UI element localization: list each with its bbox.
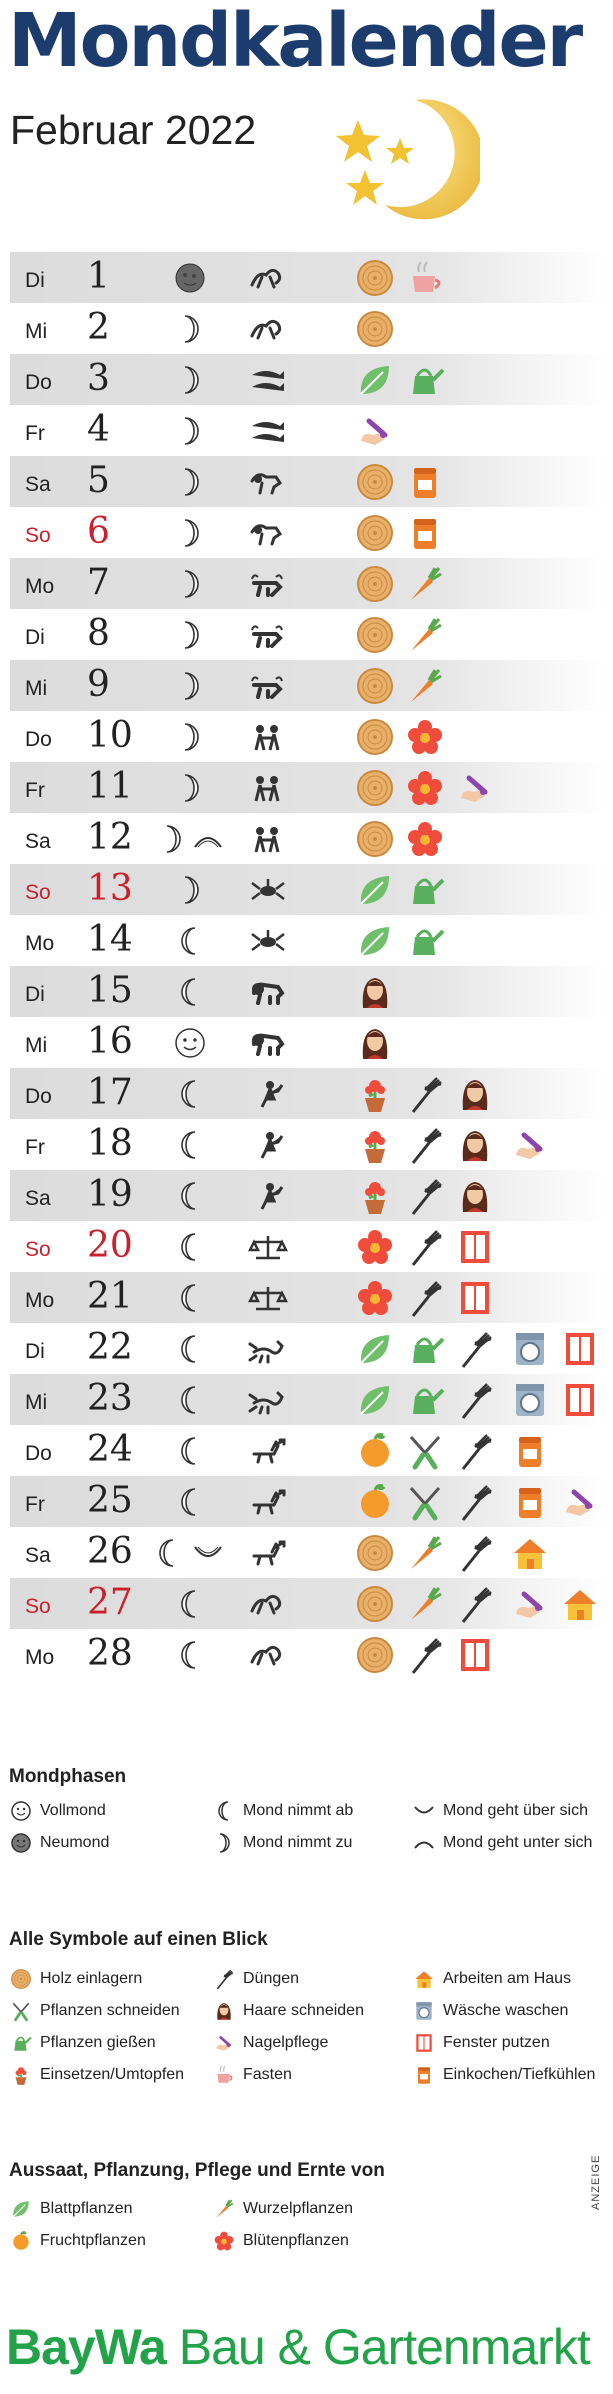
giessen-icon xyxy=(10,2032,32,2054)
moon-phase-icon xyxy=(155,1484,225,1520)
weekday: Mo xyxy=(25,932,55,955)
day-number: 8 xyxy=(87,613,110,654)
moon-phase-icon xyxy=(155,1586,225,1622)
nagel-icon xyxy=(355,411,395,451)
waesche-icon xyxy=(510,1380,550,1420)
holz-icon xyxy=(355,666,395,706)
bluete-icon xyxy=(405,717,445,757)
nagel-icon xyxy=(560,1482,600,1522)
einkochen-icon xyxy=(405,462,445,502)
moon-phase-icon xyxy=(155,1331,225,1367)
duengen-icon xyxy=(455,1482,495,1522)
loewe-zodiac-icon xyxy=(248,977,288,1007)
haare-icon xyxy=(355,1023,395,1063)
weekday: So xyxy=(25,1238,51,1261)
weekday: So xyxy=(25,1595,51,1618)
umtopfen-icon xyxy=(355,1125,395,1165)
page-title: Mondkalender xyxy=(8,0,582,84)
zwillinge-zodiac-icon xyxy=(248,773,288,803)
calendar-row xyxy=(10,1425,605,1476)
duengen-icon xyxy=(213,1968,235,1990)
fenster-icon xyxy=(455,1635,495,1675)
weekday: Mi xyxy=(25,1034,48,1057)
fenster-icon xyxy=(560,1329,600,1369)
legend-label: Wurzelpflanzen xyxy=(243,2200,353,2217)
legend-label: Mond nimmt zu xyxy=(243,1834,353,1851)
moon-phase-icon xyxy=(155,566,225,602)
bluete-icon xyxy=(405,819,445,859)
zwillinge-zodiac-icon xyxy=(248,824,288,854)
calendar-row xyxy=(10,711,605,762)
moon-phase-icon xyxy=(155,362,225,398)
stier-zodiac-icon xyxy=(248,569,288,599)
waage-zodiac-icon xyxy=(248,1283,288,1313)
giessen-icon xyxy=(405,1329,445,1369)
calendar-row xyxy=(10,1374,605,1425)
day-number: 24 xyxy=(87,1429,133,1470)
fasten-icon xyxy=(405,258,445,298)
waesche-icon xyxy=(510,1329,550,1369)
calendar-row xyxy=(10,303,605,354)
fische-zodiac-icon xyxy=(248,416,288,446)
brand-subname: Bau & Gartenmarkt xyxy=(165,2319,590,2375)
duengen-icon xyxy=(405,1074,445,1114)
moon-phase-icon xyxy=(155,617,225,653)
holz-icon xyxy=(355,564,395,604)
weekday: So xyxy=(25,524,51,547)
weekday: Mi xyxy=(25,1391,48,1414)
day-number: 10 xyxy=(87,715,133,756)
legend-label: Blütenpflanzen xyxy=(243,2232,349,2249)
moon-phase-icon xyxy=(155,668,225,704)
day-number: 17 xyxy=(87,1072,133,1113)
calendar-row xyxy=(10,1068,605,1119)
legend-label: Neumond xyxy=(40,1834,110,1851)
calendar-row xyxy=(10,1272,605,1323)
umtopfen-icon xyxy=(355,1176,395,1216)
weekday: Sa xyxy=(25,830,51,853)
weekday: Do xyxy=(25,371,52,394)
holz-icon xyxy=(355,768,395,808)
haare-icon xyxy=(213,2000,235,2022)
weekday: Do xyxy=(25,728,52,751)
blatt-icon xyxy=(355,1380,395,1420)
moon-phase-icon xyxy=(155,821,225,857)
holz-icon xyxy=(355,1635,395,1675)
day-number: 21 xyxy=(87,1276,133,1317)
duengen-icon xyxy=(455,1533,495,1573)
moon-phase-icon xyxy=(155,1229,225,1265)
duengen-icon xyxy=(405,1176,445,1216)
haus-icon xyxy=(413,1968,435,1990)
day-number: 11 xyxy=(87,766,133,807)
giessen-icon xyxy=(405,360,445,400)
legend-label: Vollmond xyxy=(40,1802,106,1819)
day-number: 1 xyxy=(87,256,110,297)
moon-phase-icon xyxy=(155,872,225,908)
wurzel-icon xyxy=(405,1533,445,1573)
duengen-icon xyxy=(455,1431,495,1471)
neumond-icon xyxy=(10,1832,32,1854)
schneiden-icon xyxy=(10,2000,32,2022)
duengen-icon xyxy=(405,1125,445,1165)
nagel-icon xyxy=(213,2032,235,2054)
plants-heading: Aussaat, Pflanzung, Pflege und Ernte von xyxy=(9,2160,385,2181)
stier-zodiac-icon xyxy=(248,620,288,650)
calendar-row xyxy=(10,456,605,507)
unter-icon xyxy=(413,1832,435,1854)
weekday: Do xyxy=(25,1085,52,1108)
fenster-icon xyxy=(455,1278,495,1318)
day-number: 6 xyxy=(87,511,110,552)
brand-logo[interactable] xyxy=(6,2318,590,2376)
bluete-icon xyxy=(405,768,445,808)
weekday: Fr xyxy=(25,1136,45,1159)
duengen-icon xyxy=(405,1227,445,1267)
jungfrau-zodiac-icon xyxy=(248,1181,288,1211)
moon-phase-icon xyxy=(155,923,225,959)
waage-zodiac-icon xyxy=(248,1232,288,1262)
moon-phase-icon xyxy=(155,464,225,500)
day-number: 18 xyxy=(87,1123,133,1164)
calendar-row xyxy=(10,1323,605,1374)
moon-phase-icon xyxy=(155,515,225,551)
jungfrau-zodiac-icon xyxy=(248,1130,288,1160)
holz-icon xyxy=(10,1968,32,1990)
holz-icon xyxy=(355,819,395,859)
blatt-icon xyxy=(355,1329,395,1369)
wurzel-icon xyxy=(405,1584,445,1624)
day-number: 20 xyxy=(87,1225,133,1266)
day-number: 19 xyxy=(87,1174,133,1215)
widder-zodiac-icon xyxy=(248,467,288,497)
legend-label: Fruchtpflanzen xyxy=(40,2232,146,2249)
day-number: 5 xyxy=(87,460,110,501)
einkochen-icon xyxy=(510,1482,550,1522)
schuetze-zodiac-icon xyxy=(248,1487,288,1517)
brand-name: BayWa xyxy=(6,2319,166,2375)
calendar-row xyxy=(10,813,605,864)
steinbock-zodiac-icon xyxy=(248,1640,288,1670)
haare-icon xyxy=(355,972,395,1012)
fenster-icon xyxy=(560,1380,600,1420)
haus-icon xyxy=(560,1584,600,1624)
calendar-row xyxy=(10,1578,605,1629)
legend-label: Nagelpflege xyxy=(243,2034,329,2051)
blatt-icon xyxy=(10,2198,32,2220)
moon-phase-icon xyxy=(155,770,225,806)
blatt-icon xyxy=(355,870,395,910)
weekday: Fr xyxy=(25,1493,45,1516)
day-number: 28 xyxy=(87,1633,133,1674)
holz-icon xyxy=(355,1584,395,1624)
weekday: Di xyxy=(25,269,45,292)
nagel-icon xyxy=(455,768,495,808)
umtopfen-icon xyxy=(10,2064,32,2086)
weekday: Di xyxy=(25,626,45,649)
moon-phase-icon xyxy=(155,260,225,296)
day-number: 27 xyxy=(87,1582,133,1623)
haus-icon xyxy=(510,1533,550,1573)
day-number: 22 xyxy=(87,1327,133,1368)
legend-label: Wäsche waschen xyxy=(443,2002,569,2019)
legend-label: Blattpflanzen xyxy=(40,2200,133,2217)
legend-label: Fasten xyxy=(243,2066,292,2083)
weekday: Di xyxy=(25,1340,45,1363)
moon-phase-icon xyxy=(155,719,225,755)
moon-phase-icon xyxy=(155,1127,225,1163)
ad-label: ANZEIGE xyxy=(590,2154,602,2210)
holz-icon xyxy=(355,309,395,349)
krebs-zodiac-icon xyxy=(248,926,288,956)
weekday: Sa xyxy=(25,1544,51,1567)
calendar-row xyxy=(10,966,605,1017)
moon-phase-icon xyxy=(155,1178,225,1214)
ueber-icon xyxy=(413,1800,435,1822)
calendar-row xyxy=(10,1221,605,1272)
nagel-icon xyxy=(510,1584,550,1624)
holz-icon xyxy=(355,717,395,757)
legend-label: Mond geht unter sich xyxy=(443,1834,593,1851)
moon-phase-icon xyxy=(155,413,225,449)
day-number: 9 xyxy=(87,664,110,705)
calendar-row xyxy=(10,864,605,915)
bluete-icon xyxy=(213,2230,235,2252)
legend-label: Holz einlagern xyxy=(40,1970,143,1987)
wurzel-icon xyxy=(405,564,445,604)
einkochen-icon xyxy=(405,513,445,553)
day-number: 25 xyxy=(87,1480,133,1521)
abnehmend-icon xyxy=(213,1800,235,1822)
duengen-icon xyxy=(405,1278,445,1318)
jungfrau-zodiac-icon xyxy=(248,1079,288,1109)
giessen-icon xyxy=(405,870,445,910)
weekday: Mi xyxy=(25,320,48,343)
weekday: Mo xyxy=(25,1646,55,1669)
wurzel-icon xyxy=(213,2198,235,2220)
calendar-row xyxy=(10,1017,605,1068)
weekday: So xyxy=(25,881,51,904)
calendar-row xyxy=(10,1527,605,1578)
day-number: 23 xyxy=(87,1378,133,1419)
giessen-icon xyxy=(405,921,445,961)
moon-stars-decoration xyxy=(330,95,480,230)
day-number: 7 xyxy=(87,562,110,603)
einkochen-icon xyxy=(510,1431,550,1471)
moon-phase-icon xyxy=(155,1025,225,1061)
symbols-heading: Alle Symbole auf einen Blick xyxy=(9,1929,268,1950)
calendar-row xyxy=(10,1119,605,1170)
month-subtitle: Februar 2022 xyxy=(10,107,257,153)
umtopfen-icon xyxy=(355,1074,395,1114)
legend-label: Einkochen/Tiefkühlen xyxy=(443,2066,596,2083)
bluete-icon xyxy=(355,1227,395,1267)
legend-label: Mond geht über sich xyxy=(443,1802,588,1819)
weekday: Mi xyxy=(25,677,48,700)
fische-zodiac-icon xyxy=(248,365,288,395)
holz-icon xyxy=(355,1533,395,1573)
wurzel-icon xyxy=(405,615,445,655)
day-number: 2 xyxy=(87,307,110,348)
day-number: 14 xyxy=(87,919,133,960)
blatt-icon xyxy=(355,360,395,400)
loewe-zodiac-icon xyxy=(248,1028,288,1058)
legend-label: Fenster putzen xyxy=(443,2034,550,2051)
schuetze-zodiac-icon xyxy=(248,1436,288,1466)
legend-label: Mond nimmt ab xyxy=(243,1802,354,1819)
steinbock-zodiac-icon xyxy=(248,314,288,344)
legend-label: Pflanzen gießen xyxy=(40,2034,156,2051)
calendar-row xyxy=(10,762,605,813)
calendar-row xyxy=(10,252,605,303)
zunehmend-icon xyxy=(213,1832,235,1854)
blatt-icon xyxy=(355,921,395,961)
holz-icon xyxy=(355,513,395,553)
weekday: Mo xyxy=(25,1289,55,1312)
legend-label: Düngen xyxy=(243,1970,300,1987)
nagel-icon xyxy=(510,1125,550,1165)
schneiden-icon xyxy=(405,1431,445,1471)
moon-phases-heading: Mondphasen xyxy=(9,1766,127,1787)
weekday: Do xyxy=(25,1442,52,1465)
calendar-row xyxy=(10,354,605,405)
day-number: 13 xyxy=(87,868,133,909)
calendar-row xyxy=(10,1629,605,1680)
duengen-icon xyxy=(405,1635,445,1675)
moon-phase-icon xyxy=(155,1637,225,1673)
day-number: 4 xyxy=(87,409,110,450)
calendar-row xyxy=(10,660,605,711)
bluete-icon xyxy=(355,1278,395,1318)
haare-icon xyxy=(455,1176,495,1216)
day-number: 26 xyxy=(87,1531,133,1572)
legend-label: Pflanzen schneiden xyxy=(40,2002,180,2019)
skorpion-zodiac-icon xyxy=(248,1385,288,1415)
krebs-zodiac-icon xyxy=(248,875,288,905)
weekday: Di xyxy=(25,983,45,1006)
haare-icon xyxy=(455,1125,495,1165)
calendar-row xyxy=(10,1170,605,1221)
steinbock-zodiac-icon xyxy=(248,1589,288,1619)
calendar-row xyxy=(10,507,605,558)
moon-phase-icon xyxy=(155,311,225,347)
moon-phase-icon xyxy=(155,1535,225,1571)
frucht-icon xyxy=(355,1482,395,1522)
calendar-table xyxy=(10,252,605,1680)
holz-icon xyxy=(355,615,395,655)
weekday: Mo xyxy=(25,575,55,598)
moon-phase-icon xyxy=(155,1280,225,1316)
legend-label: Haare schneiden xyxy=(243,2002,364,2019)
skorpion-zodiac-icon xyxy=(248,1334,288,1364)
zwillinge-zodiac-icon xyxy=(248,722,288,752)
duengen-icon xyxy=(455,1380,495,1420)
weekday: Fr xyxy=(25,422,45,445)
fenster-icon xyxy=(455,1227,495,1267)
wurzel-icon xyxy=(405,666,445,706)
duengen-icon xyxy=(455,1584,495,1624)
frucht-icon xyxy=(355,1431,395,1471)
schuetze-zodiac-icon xyxy=(248,1538,288,1568)
einkochen-icon xyxy=(413,2064,435,2086)
haare-icon xyxy=(455,1074,495,1114)
stier-zodiac-icon xyxy=(248,671,288,701)
day-number: 12 xyxy=(87,817,133,858)
holz-icon xyxy=(355,462,395,502)
frucht-icon xyxy=(10,2230,32,2252)
fenster-icon xyxy=(413,2032,435,2054)
widder-zodiac-icon xyxy=(248,518,288,548)
calendar-row xyxy=(10,915,605,966)
legend-label: Einsetzen/Umtopfen xyxy=(40,2066,185,2083)
calendar-row xyxy=(10,558,605,609)
giessen-icon xyxy=(405,1380,445,1420)
steinbock-zodiac-icon xyxy=(248,263,288,293)
day-number: 3 xyxy=(87,358,110,399)
legend-label: Arbeiten am Haus xyxy=(443,1970,572,1987)
weekday: Fr xyxy=(25,779,45,802)
calendar-row xyxy=(10,609,605,660)
calendar-row xyxy=(10,405,605,456)
moon-phase-icon xyxy=(155,1433,225,1469)
duengen-icon xyxy=(455,1329,495,1369)
vollmond-icon xyxy=(10,1800,32,1822)
day-number: 15 xyxy=(87,970,133,1011)
holz-icon xyxy=(355,258,395,298)
day-number: 16 xyxy=(87,1021,133,1062)
moon-phase-icon xyxy=(155,974,225,1010)
schneiden-icon xyxy=(405,1482,445,1522)
moon-phase-icon xyxy=(155,1076,225,1112)
weekday: Sa xyxy=(25,1187,51,1210)
fasten-icon xyxy=(213,2064,235,2086)
weekday: Sa xyxy=(25,473,51,496)
calendar-row xyxy=(10,1476,605,1527)
waesche-icon xyxy=(413,2000,435,2022)
moon-phase-icon xyxy=(155,1382,225,1418)
